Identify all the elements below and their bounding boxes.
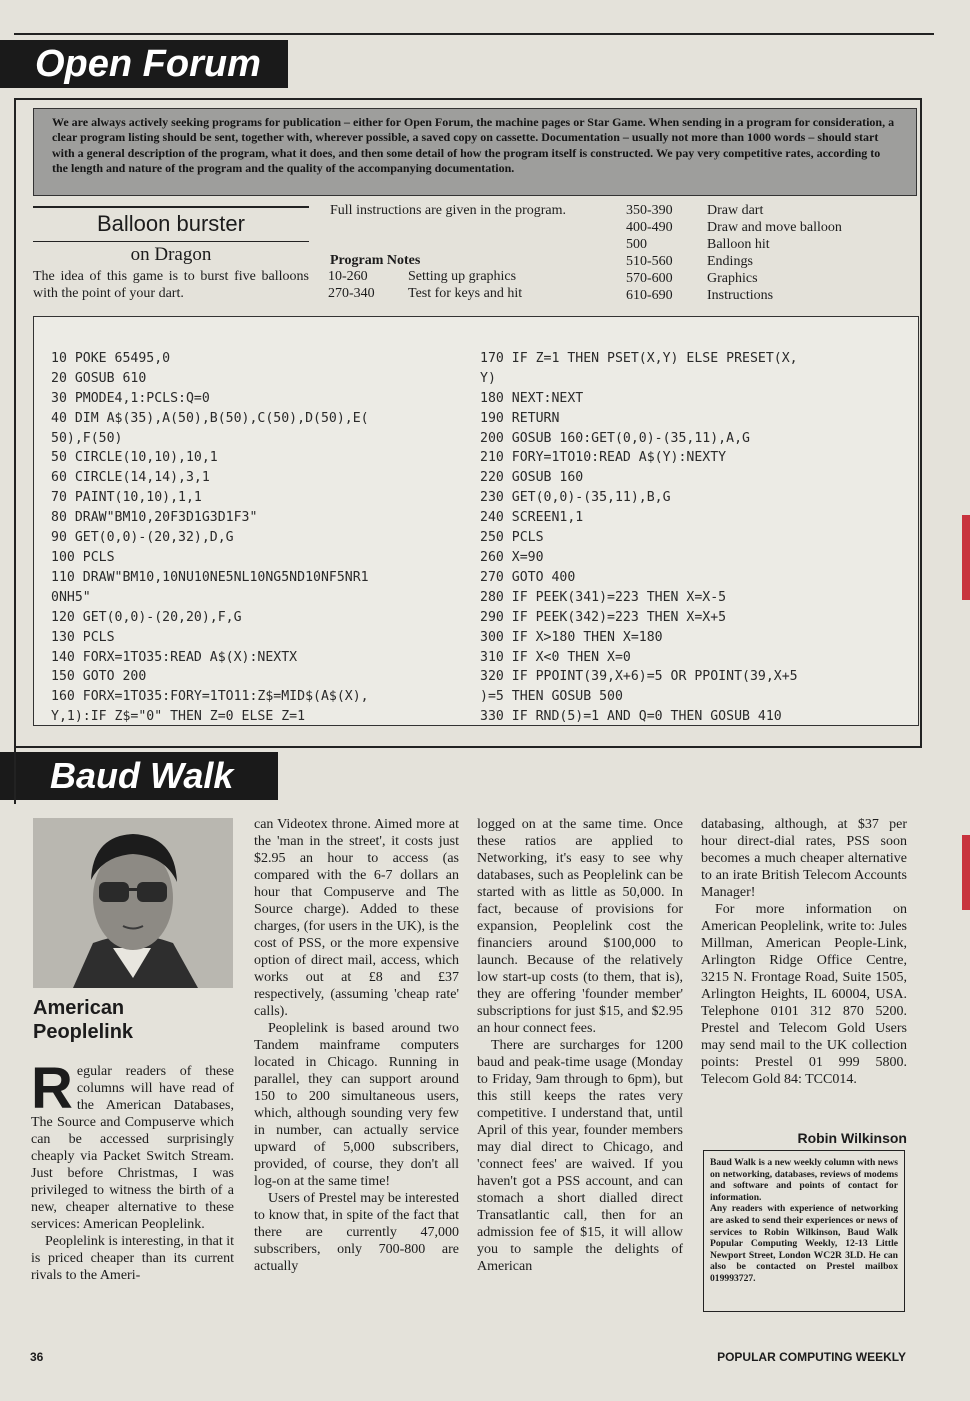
program-listing <box>33 316 919 726</box>
listing-line: 310 IF X<0 THEN X=0 <box>480 649 631 665</box>
magazine-name: POPULAR COMPUTING WEEKLY <box>717 1350 906 1364</box>
listing-line: 230 GET(0,0)-(35,11),B,G <box>480 490 671 506</box>
note-lines: 270-340 <box>328 286 375 301</box>
article-column-1 <box>31 1056 234 1284</box>
program-instructions: Full instructions are given in the program. <box>330 203 567 218</box>
program-note-row <box>328 285 522 302</box>
listing-line: 170 IF Z=1 THEN PSET(X,Y) ELSE PRESET(X, <box>480 350 798 366</box>
section-banner-open-forum: Open Forum <box>0 40 288 88</box>
listing-line: 40 DIM A$(35),A(50),B(50),C(50),D(50),E( <box>51 410 369 426</box>
top-rule <box>14 33 934 35</box>
paragraph: Peoplelink is interesting, in that it is priced cheaper than its current rivals to the Ameri- <box>31 1234 234 1283</box>
program-note-row <box>328 268 522 285</box>
listing-column-right <box>480 329 798 767</box>
left-margin-rule <box>14 98 16 746</box>
spine-mark <box>962 515 970 600</box>
article-column-4 <box>701 816 907 1088</box>
program-notes-table-a <box>328 268 522 302</box>
listing-line: 20 GOSUB 610 <box>51 370 147 386</box>
listing-line: 50 CIRCLE(10,10),10,1 <box>51 450 218 466</box>
listing-line: 0NH5" <box>51 589 91 605</box>
program-description: The idea of this game is to burst five balloons with the point of your dart. <box>33 269 309 301</box>
listing-line: 190 RETURN <box>480 410 560 426</box>
note-desc: Graphics <box>707 271 758 286</box>
listing-line: 210 FORY=1TO10:READ A$(Y):NEXTY <box>480 450 727 466</box>
program-title: Balloon burster <box>97 211 245 236</box>
listing-line: 150 GOTO 200 <box>51 669 147 685</box>
listing-line: 120 GET(0,0)-(20,20),F,G <box>51 609 242 625</box>
section-banner-baud-walk: Baud Walk <box>0 752 278 800</box>
listing-line: 250 PCLS <box>480 530 544 546</box>
article-headline <box>33 996 233 1044</box>
page-number: 36 <box>30 1350 44 1364</box>
program-note-row <box>626 270 842 287</box>
program-note-row <box>626 287 842 304</box>
listing-line: Y) <box>480 370 496 386</box>
program-notes-heading: Program Notes <box>330 253 421 268</box>
note-lines: 510-560 <box>626 254 673 269</box>
note-desc: Balloon hit <box>707 237 770 252</box>
note-desc: Draw and move balloon <box>707 220 842 235</box>
listing-line: 300 IF X>180 THEN X=180 <box>480 629 663 645</box>
paragraph: Users of Prestel may be interested to know that, in spite of the fact that there are currently 47,000 subscribers, only 700-800 are actually <box>254 1191 459 1274</box>
listing-line: 100 PCLS <box>51 549 115 565</box>
byline: Robin Wilkinson <box>797 1130 907 1146</box>
program-note-row <box>626 236 842 253</box>
drop-cap: R <box>31 1056 73 1121</box>
paragraph: egular readers of these columns will have read of the American Databases, The Source and Compuserve which can be accessed surprisingly cheaply via Packet Switch Stream. Just before Christmas, I was privileged to witness the birth of a new, cheaper alternative to these services: American Peoplelink. <box>31 1064 234 1232</box>
program-title-rule-top <box>33 206 309 208</box>
listing-line: 280 IF PEEK(341)=223 THEN X=X-5 <box>480 589 727 605</box>
spine-mark <box>962 835 970 910</box>
right-margin-rule <box>920 98 922 746</box>
author-photo <box>33 818 233 988</box>
paragraph: For more information on American Peoplelink, write to: Jules Millman, American People-Link, Arlington Ridge Office Centre, 3215 N. Frontage Road, Suite 1505, Arlington Heights, IL 60004, USA. Telephone 0101 312 870 5200. Prestel and Telecom Gold Users may send mail to the UK collection points: Prestel 01 999 5800. Telecom Gold 84: TCC014. <box>701 902 907 1087</box>
program-note-row <box>626 202 842 219</box>
listing-line: 200 GOSUB 160:GET(0,0)-(35,11),A,G <box>480 430 750 446</box>
listing-line: 50),F(50) <box>51 430 123 446</box>
listing-line: 10 POKE 65495,0 <box>51 350 171 366</box>
listing-line: )=5 THEN GOSUB 500 <box>480 689 623 705</box>
note-lines: 610-690 <box>626 288 673 303</box>
section-rule <box>14 98 922 100</box>
section-divider <box>14 746 922 748</box>
listing-line: 330 IF RND(5)=1 AND Q=0 THEN GOSUB 410 <box>480 709 782 725</box>
paragraph: Peoplelink is based around two Tandem mainframe computers located in Chicago. Running in parallel, they can support around 150 to 200 simultaneous users, which, although sounding very few in number, can actually service upward of 5,000 subscribers, provided, of course, they don't all log-on at the same time! <box>254 1021 459 1189</box>
note-lines: 500 <box>626 237 647 252</box>
note-desc: Test for keys and hit <box>408 286 523 301</box>
author-photo-image <box>33 818 233 988</box>
listing-line: 110 DRAW"BM10,10NU10NE5NL10NG5ND10NF5NR1 <box>51 569 369 585</box>
program-title-rule-bottom <box>33 241 309 242</box>
info-paragraph: Baud Walk is a new weekly column with news on networking, databases, reviews of modems and software and points of contact for information. <box>710 1157 898 1203</box>
listing-line: 80 DRAW"BM10,20F3D1G3D1F3" <box>51 510 258 526</box>
listing-line: 70 PAINT(10,10),1,1 <box>51 490 202 506</box>
headline-line: Peoplelink <box>33 1021 134 1043</box>
program-note-row <box>626 253 842 270</box>
listing-line: 60 CIRCLE(14,14),3,1 <box>51 470 210 486</box>
listing-line: 140 FORX=1TO35:READ A$(X):NEXTX <box>51 649 298 665</box>
info-paragraph: Any readers with experience of networking are asked to send their experiences or news of services to Robin Wilkinson, Baud Walk Popular Computing Weekly, 12-13 Little Newport Street, London WC2R 3LD. He can also be contacted on Prestel mailbox 019993727. <box>710 1203 898 1284</box>
listing-line: 290 IF PEEK(342)=223 THEN X=X+5 <box>480 609 727 625</box>
listing-line: 320 IF PPOINT(39,X+6)=5 OR PPOINT(39,X+5 <box>480 669 798 685</box>
listing-column-left <box>51 329 369 767</box>
listing-line: 260 X=90 <box>480 549 544 565</box>
listing-line: 240 SCREEN1,1 <box>480 510 584 526</box>
listing-line: 160 FORX=1TO35:FORY=1TO11:Z$=MID$(A$(X), <box>51 689 369 705</box>
note-desc: Setting up graphics <box>408 269 517 284</box>
listing-line: 270 GOTO 400 <box>480 569 576 585</box>
program-note-row <box>626 219 842 236</box>
paragraph: databasing, although, at $37 per hour direct-dial rates, PSS soon becomes a much cheaper alternative to an irate British Telecom Accounts Manager! <box>701 817 907 900</box>
headline-line: American <box>33 997 125 1019</box>
listing-line: 220 GOSUB 160 <box>480 470 584 486</box>
article-column-2 <box>254 816 459 1275</box>
paragraph: There are surcharges for 1200 baud and peak-time usage (Monday to Friday, 9am through to 6pm), but this still keeps the rates very competitive. I understand that, until April of this year, founder members may dial direct to Chicago, and 'connect fees' are waived. If you haven't got a PSS account, and can stomach a short dialled direct Transatlantic call, then for an admission fee of $15, it will allow you to sample the delights of American <box>477 1038 683 1274</box>
note-desc: Instructions <box>707 288 774 303</box>
article-column-3 <box>477 816 683 1275</box>
program-machine: on Dragon <box>130 244 212 265</box>
note-lines: 400-490 <box>626 220 673 235</box>
note-lines: 350-390 <box>626 203 673 218</box>
paragraph: can Videotex throne. Aimed more at the 'man in the street', it costs just $2.95 an hour to access (as compared with the 6-7 dollars an hour that Compuserve and The Source charge). Added to these charges, (for users in the UK), is the cost of PSS, or the more expensive option of direct mail, access, which works out at £8 and £37 respectively, (assuming 'cheap rate' calls). <box>254 817 459 1019</box>
listing-line: 130 PCLS <box>51 629 115 645</box>
submission-notice: We are always actively seeking programs for publication – either for Open Forum, the machine pages or Star Game. When sending in a program for consideration, a clear program listing should be sent, together with, wherever possible, a saved copy on cassette. Documentation – usually not more than 1000 words – should start with a general description of the program, what it does, and then some detail of how the program itself is constructed. We pay very competitive rates, according to the length and nature of the program and the quality of the accompanying documentation. <box>33 108 917 196</box>
note-desc: Draw dart <box>707 203 764 218</box>
listing-line: Y,1):IF Z$="0" THEN Z=0 ELSE Z=1 <box>51 709 306 725</box>
listing-line: 180 NEXT:NEXT <box>480 390 584 406</box>
note-desc: Endings <box>707 254 753 269</box>
program-notes-table-b <box>626 202 842 304</box>
note-lines: 10-260 <box>328 269 368 284</box>
listing-line: 90 GET(0,0)-(20,32),D,G <box>51 530 234 546</box>
note-lines: 570-600 <box>626 271 673 286</box>
listing-line: 30 PMODE4,1:PCLS:Q=0 <box>51 390 210 406</box>
left-margin-rule <box>14 748 16 804</box>
paragraph: logged on at the same time. Once these ratios are applied to Networking, it's easy to see why databases, such as Peoplelink can be started with as little as 50,000. In fact, because of provisions for expansion, Peoplelink cost the financiers around $100,000 to launch. Because of the relatively low start-up costs (to them, that is), they are offering 'founder member' subscriptions for just $15, and $2.95 an hour connect fees. <box>477 817 683 1036</box>
column-info-box <box>703 1150 905 1312</box>
